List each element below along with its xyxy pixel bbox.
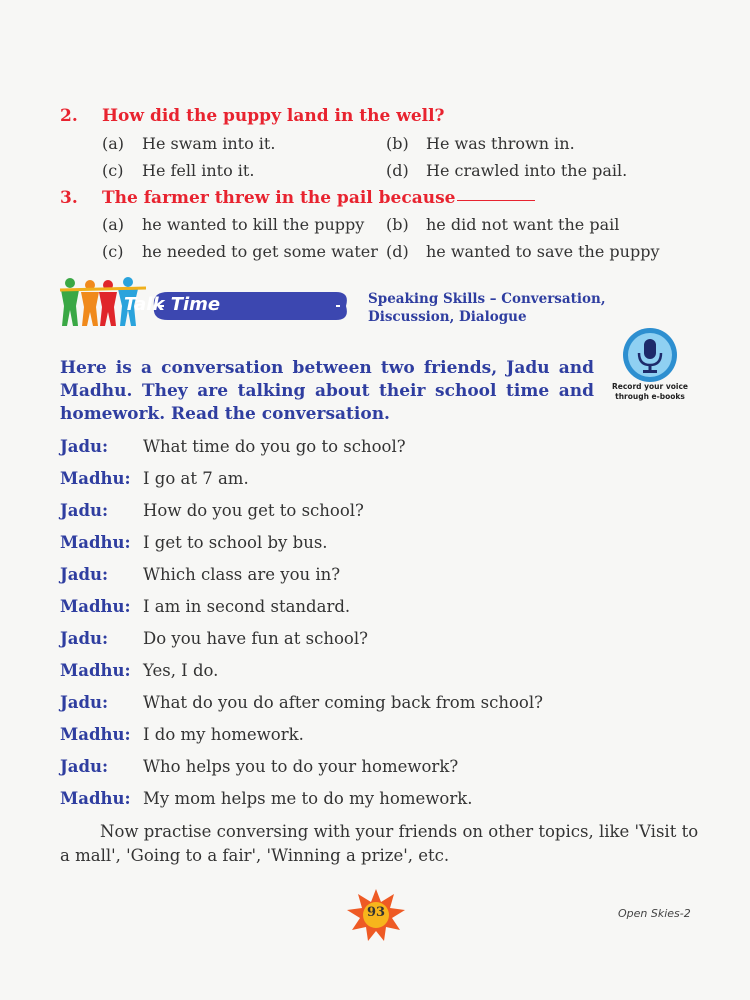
speaker: Madhu: — [60, 533, 131, 552]
option-text: He crawled into the pail. — [426, 161, 628, 180]
speech: How do you get to school? — [143, 501, 364, 520]
conversation-intro: Here is a conversation between two friends, Jadu and Madhu. They are talking about their school time and homework. Read the conversation. — [60, 358, 594, 424]
option-text: He swam into it. — [142, 134, 276, 153]
option-text: He fell into it. — [142, 161, 255, 180]
question-3 — [60, 188, 535, 208]
option-label: (d) — [386, 161, 409, 180]
option-label: (b) — [386, 215, 409, 234]
option-text: He was thrown in. — [426, 134, 575, 153]
dialogue-line — [60, 629, 368, 648]
option-label: (c) — [102, 161, 124, 180]
speaker: Madhu: — [60, 661, 131, 680]
option — [386, 161, 627, 180]
option-label: (a) — [102, 215, 125, 234]
speaker: Jadu: — [60, 757, 109, 776]
dialogue-line — [60, 789, 472, 808]
dialogue-line — [60, 693, 543, 712]
dialogue-line — [60, 501, 364, 520]
option-text: he needed to get some water — [142, 242, 378, 261]
speaker: Jadu: — [60, 501, 109, 520]
option-label: (a) — [102, 134, 125, 153]
option-label: (b) — [386, 134, 409, 153]
option — [102, 215, 364, 234]
answer-blank — [457, 199, 535, 201]
option — [102, 161, 254, 180]
dialogue-line — [60, 725, 304, 744]
caption-line: Record your voice — [612, 382, 688, 391]
dialogue-line — [60, 565, 340, 584]
speaker: Jadu: — [60, 437, 109, 456]
speech: Yes, I do. — [143, 661, 219, 680]
talk-time-title: Talk Time — [124, 294, 221, 315]
question-2 — [60, 106, 445, 126]
option — [386, 134, 575, 153]
book-title-footer: Open Skies-2 — [618, 907, 691, 920]
option-label: (c) — [102, 242, 124, 261]
speech: What do you do after coming back from school? — [143, 693, 543, 712]
caption-line: through e-books — [615, 392, 685, 401]
speaking-skills-label: Speaking Skills – Conversation, Discussion, Dialogue — [368, 291, 606, 325]
option — [102, 242, 378, 261]
speech: I am in second standard. — [143, 597, 351, 616]
record-voice-caption — [604, 382, 696, 402]
question-text: How did the puppy land in the well? — [102, 106, 445, 126]
dialogue-line — [60, 469, 249, 488]
option-text: he wanted to save the puppy — [426, 242, 660, 261]
option — [386, 215, 619, 234]
dialogue-line — [60, 757, 458, 776]
page-number: 93 — [366, 905, 386, 920]
speaker: Madhu: — [60, 597, 131, 616]
speech: My mom helps me to do my homework. — [143, 789, 473, 808]
microphone-icon[interactable] — [622, 327, 678, 383]
speech: Which class are you in? — [143, 565, 341, 584]
option — [386, 242, 659, 261]
speaker: Jadu: — [60, 565, 109, 584]
speaker: Jadu: — [60, 629, 109, 648]
question-number: 3. — [60, 188, 78, 208]
speaker: Madhu: — [60, 469, 131, 488]
dialogue-line — [60, 533, 328, 552]
speech: Who helps you to do your homework? — [143, 757, 459, 776]
dialogue-line — [60, 437, 406, 456]
option-text: he wanted to kill the puppy — [142, 215, 365, 234]
dialogue-line — [60, 661, 218, 680]
dialogue-line — [60, 597, 350, 616]
practice-instruction: Now practise conversing with your friends on other topics, like 'Visit to a mall', 'Going to a fair', 'Winning a prize', etc. — [60, 822, 699, 865]
speech: I get to school by bus. — [143, 533, 328, 552]
speaker: Jadu: — [60, 693, 109, 712]
option — [102, 134, 275, 153]
speech: I do my homework. — [143, 725, 304, 744]
question-text: The farmer threw in the pail because — [102, 188, 456, 208]
option-label: (d) — [386, 242, 409, 261]
speaker: Madhu: — [60, 725, 131, 744]
option-text: he did not want the pail — [426, 215, 620, 234]
speech: I go at 7 am. — [143, 469, 249, 488]
speech: Do you have fun at school? — [143, 629, 368, 648]
speech: What time do you go to school? — [143, 437, 406, 456]
speaker: Madhu: — [60, 789, 131, 808]
question-number: 2. — [60, 106, 78, 126]
